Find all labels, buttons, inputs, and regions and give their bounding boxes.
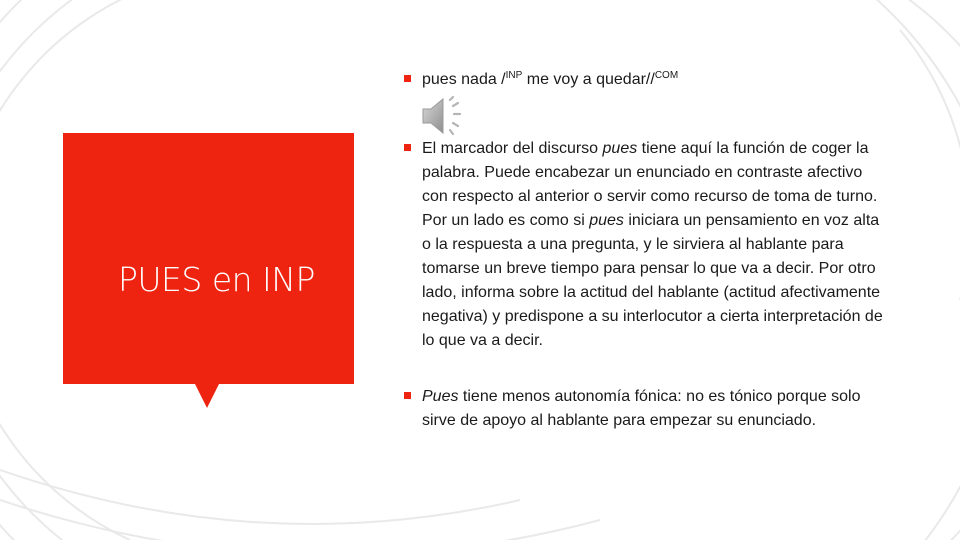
superscript-inp: INP <box>505 70 523 81</box>
square-bullet-icon <box>404 75 411 82</box>
bullet-item-example <box>404 68 884 92</box>
slide-title: PUES en INP <box>118 260 315 299</box>
example-text-mid: me voy a quedar// <box>522 71 655 88</box>
square-bullet-icon <box>404 392 411 399</box>
square-bullet-icon <box>404 144 411 151</box>
bullet-item-function <box>404 137 884 353</box>
function-emphasis-2: pues <box>589 212 624 229</box>
autonomy-text: tiene menos autonomía fónica: no es tónico porque solo sirve de apoyo al hablante para empezar su enunciado. <box>422 388 861 429</box>
bullet-list-top <box>404 68 884 92</box>
superscript-com: COM <box>654 70 679 81</box>
title-panel <box>63 133 354 384</box>
example-text: pues nada / <box>422 71 506 88</box>
speaker-icon[interactable] <box>420 96 468 136</box>
bullet-item-autonomy <box>404 385 884 433</box>
function-text-2: tiene aquí la función de coger la palabra. Puede encabezar un enunciado en contraste afectivo con respecto al anterior o servir como recurso de toma de turno. Por un lado es como si <box>422 140 878 229</box>
function-emphasis-1: pues <box>602 140 638 157</box>
function-text-3: iniciara un pensamiento en voz alta o la respuesta a una pregunta, y le sirviera al hablante para tomarse un breve tiempo para pensar lo que va a decir. Por otro lado, informa sobre la actitud del hablante (actitud afectivamente negativa) y predispone a su interlocutor a cierta interpretación de lo que va a decir. <box>422 212 883 349</box>
function-text-1: El marcador del discurso <box>422 140 603 157</box>
bullet-list-main <box>404 137 884 353</box>
bullet-list-bottom <box>404 385 884 433</box>
title-panel-pointer <box>195 384 219 408</box>
autonomy-emphasis: Pues <box>422 388 459 405</box>
